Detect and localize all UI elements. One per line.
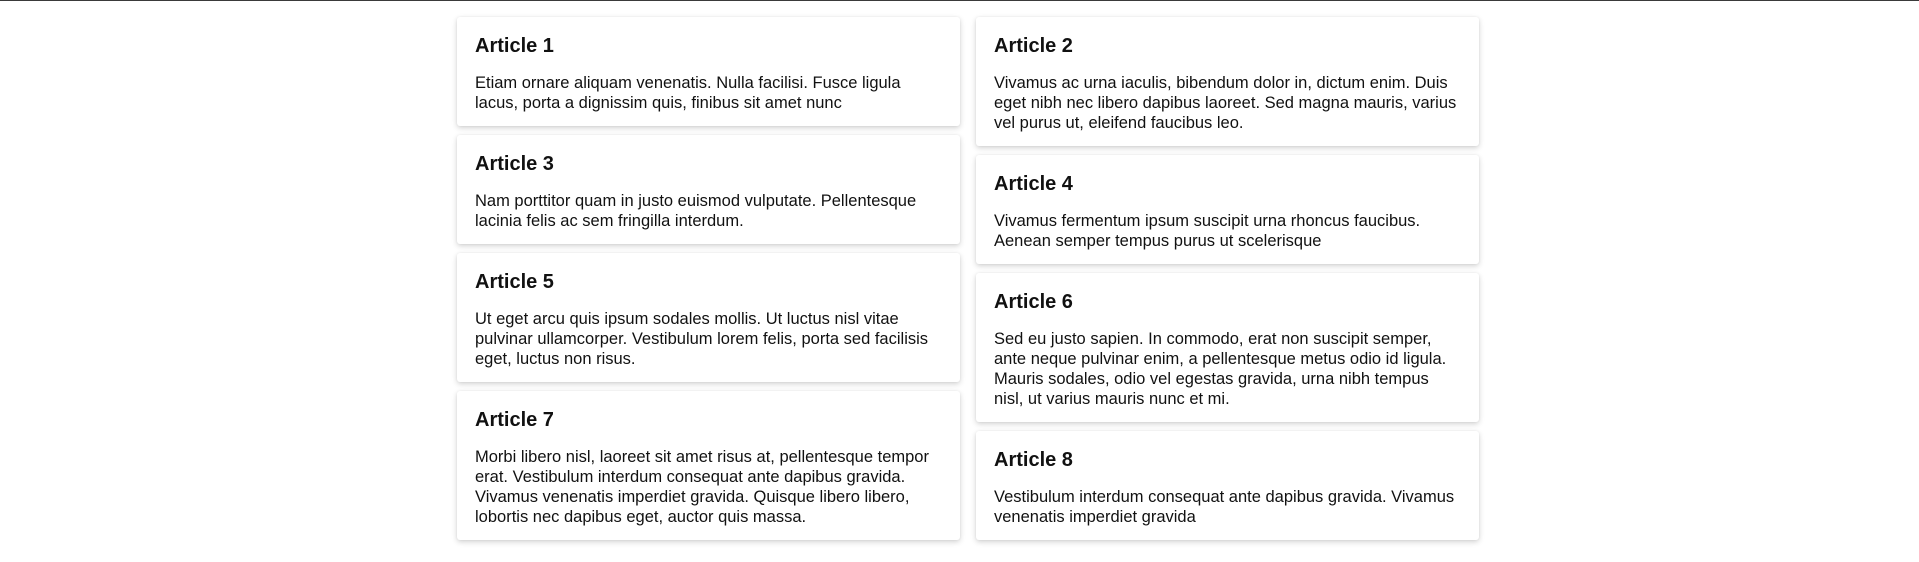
article-title: Article 1 (475, 35, 554, 57)
article-card-2 (976, 17, 1479, 146)
article-title: Article 3 (475, 153, 554, 175)
article-body: Sed eu justo sapien. In commodo, erat non suscipit semper, ante neque pulvinar enim, a pellentesque metus odio id ligula. Mauris sodales, odio vel egestas gravida, urna nibh tempus nisl, ut varius mauris nunc et mi. (994, 330, 1447, 408)
article-card-8 (976, 431, 1479, 540)
article-title: Article 7 (475, 409, 554, 431)
article-title: Article 8 (994, 449, 1073, 471)
article-title: Article 2 (994, 35, 1073, 57)
top-border (0, 0, 1919, 1)
article-body: Vivamus ac urna iaculis, bibendum dolor in, dictum enim. Duis eget nibh nec libero dapibus laoreet. Sed magna mauris, varius vel purus ut, eleifend faucibus leo. (994, 74, 1457, 132)
article-card-6 (976, 273, 1479, 422)
article-body: Vivamus fermentum ipsum suscipit urna rhoncus faucibus. Aenean semper tempus purus ut scelerisque (994, 212, 1421, 250)
article-column-right (976, 17, 1479, 549)
article-body: Nam porttitor quam in justo euismod vulputate. Pellentesque lacinia felis ac sem fringilla interdum. (475, 192, 917, 230)
article-card-4 (976, 155, 1479, 264)
article-title: Article 6 (994, 291, 1073, 313)
article-card-7 (457, 391, 960, 540)
article-body: Vestibulum interdum consequat ante dapibus gravida. Vivamus venenatis imperdiet gravida (994, 488, 1455, 526)
article-title: Article 5 (475, 271, 554, 293)
article-column-left (457, 17, 960, 549)
article-card-3 (457, 135, 960, 244)
article-body: Morbi libero nisl, laoreet sit amet risus at, pellentesque tempor erat. Vestibulum interdum consequat ante dapibus gravida. Vivamus venenatis imperdiet gravida. Quisque libero libero, lobortis nec dapibus eget, auctor quis massa. (475, 448, 929, 526)
article-body: Etiam ornare aliquam venenatis. Nulla facilisi. Fusce ligula lacus, porta a dignissim quis, finibus sit amet nunc (475, 74, 901, 112)
article-card-1 (457, 17, 960, 126)
article-body: Ut eget arcu quis ipsum sodales mollis. Ut luctus nisl vitae pulvinar ullamcorper. Vestibulum lorem felis, porta sed facilisis eget, luctus non risus. (475, 310, 929, 368)
article-title: Article 4 (994, 173, 1073, 195)
article-card-5 (457, 253, 960, 382)
